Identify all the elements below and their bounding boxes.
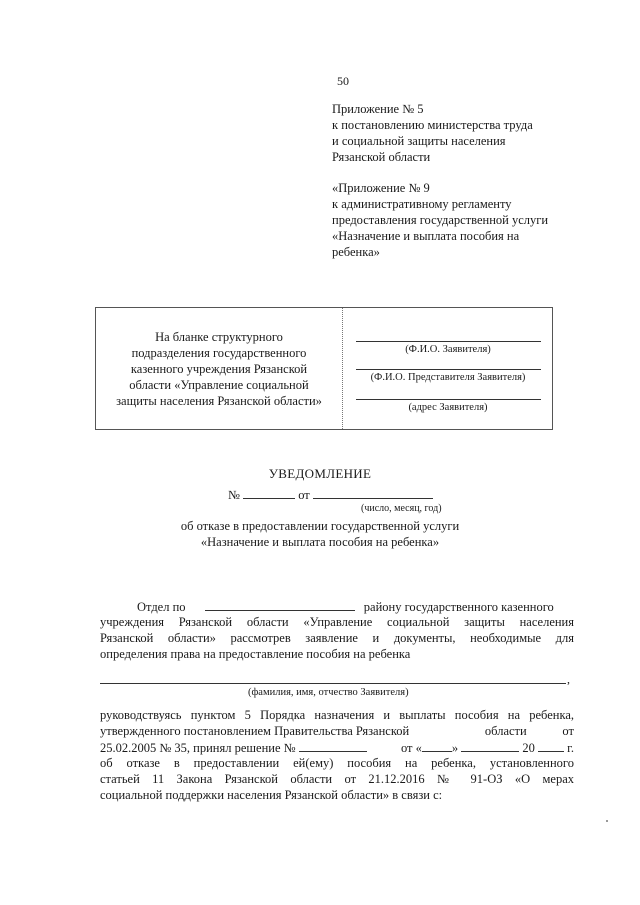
- text-span: от: [562, 724, 574, 738]
- district-blank: [205, 598, 355, 611]
- appendix-5-block: [332, 101, 602, 165]
- applicant-address-line: [356, 399, 541, 400]
- paragraph-line: [100, 723, 574, 739]
- applicant-name-caption: (Ф.И.О. Заявителя): [405, 344, 491, 355]
- subject-line: об отказе в предоставлении государственной услуги: [180, 519, 460, 533]
- text-span: »: [451, 741, 459, 755]
- decision-year-blank: [538, 739, 564, 752]
- applicant-name-line: [356, 341, 541, 342]
- representative-name-line: [356, 369, 541, 370]
- decision-month-blank: [461, 739, 519, 752]
- text-span: г.: [567, 741, 574, 755]
- appendix-5-line: Приложение № 5: [332, 102, 424, 116]
- applicant-fio-caption: (фамилия, имя, отчество Заявителя): [248, 687, 409, 698]
- letterhead-line: защиты населения Рязанской области»: [116, 393, 322, 408]
- text-span: 20: [522, 741, 535, 755]
- appendix-5-line: Рязанской области: [332, 150, 431, 164]
- decision-day-blank: [422, 739, 452, 752]
- paragraph-line: [100, 598, 574, 615]
- paragraph-line: статьей 11 Закона Рязанской области от 21.12.2016 № 91-ОЗ «О мерах: [100, 772, 574, 786]
- notice-title: УВЕДОМЛЕНИЕ: [268, 466, 372, 481]
- applicant-fio-line: [100, 683, 566, 684]
- text-span: области: [484, 724, 527, 738]
- notice-number-blank: [243, 486, 295, 499]
- applicant-address-caption: (адрес Заявителя): [408, 402, 488, 413]
- appendix-9-line: «Приложение № 9: [332, 181, 430, 195]
- text-span: от «: [400, 741, 422, 755]
- subject-line: «Назначение и выплата пособия на ребенка»: [200, 535, 440, 549]
- appendix-9-line: «Назначение и выплата пособия на: [332, 229, 520, 243]
- paragraph-line: социальной поддержки населения Рязанской области» в связи с:: [100, 788, 443, 802]
- scan-speck: [606, 820, 608, 822]
- appendix-9-line: предоставления государственной услуги: [332, 213, 549, 227]
- text-span: утвержденного постановлением Правительства Рязанской: [100, 724, 410, 738]
- letterhead-line: области «Управление социальной: [129, 377, 309, 392]
- appendix-9-block: [332, 180, 602, 260]
- decision-date: [401, 739, 574, 756]
- text-span: 25.02.2005 № 35, принял решение №: [100, 741, 296, 755]
- letterhead-box: [95, 307, 553, 430]
- appendix-9-line: ребенка»: [332, 245, 380, 259]
- district-continuation: району государственного казенного: [363, 600, 554, 614]
- letterhead-line: казенного учреждения Рязанской: [130, 361, 308, 376]
- paragraph-line: учреждения Рязанской области «Управление социальной защиты населения: [100, 615, 574, 629]
- paragraph-line: определения права на предоставление пособия на ребенка: [100, 647, 411, 661]
- applicant-fields: [348, 308, 548, 429]
- representative-name-caption: (Ф.И.О. Представителя Заявителя): [370, 372, 526, 383]
- letterhead-line: На бланке структурного: [155, 329, 283, 344]
- paragraph-line: [100, 739, 574, 756]
- fio-comma: ,: [567, 672, 570, 686]
- paragraph-line: об отказе в предоставлении ей(ему) пособия на ребенка, установленного: [100, 756, 574, 770]
- notice-subject: [0, 518, 640, 550]
- letterhead-line: подразделения государственного: [131, 345, 307, 360]
- number-sign: №: [228, 488, 240, 502]
- appendix-5-line: к постановлению министерства труда: [332, 118, 533, 132]
- appendix-9-line: к административному регламенту: [332, 197, 512, 211]
- decision-text: [100, 739, 367, 756]
- letterhead-placeholder: [96, 308, 343, 429]
- decision-number-blank: [299, 739, 367, 752]
- notice-number-row: [228, 486, 433, 503]
- paragraph-line: Рязанской области» рассмотрев заявление и документы, необходимые для: [100, 631, 574, 645]
- page-number: 50: [337, 74, 349, 88]
- from-label: от: [298, 488, 310, 502]
- notice-date-blank: [313, 486, 433, 499]
- appendix-5-line: и социальной защиты населения: [332, 134, 506, 148]
- date-caption: (число, месяц, год): [361, 503, 442, 514]
- paragraph-line: руководствуясь пунктом 5 Порядка назначения и выплаты пособия на ребенка,: [100, 708, 574, 722]
- dept-label: Отдел по: [137, 600, 186, 614]
